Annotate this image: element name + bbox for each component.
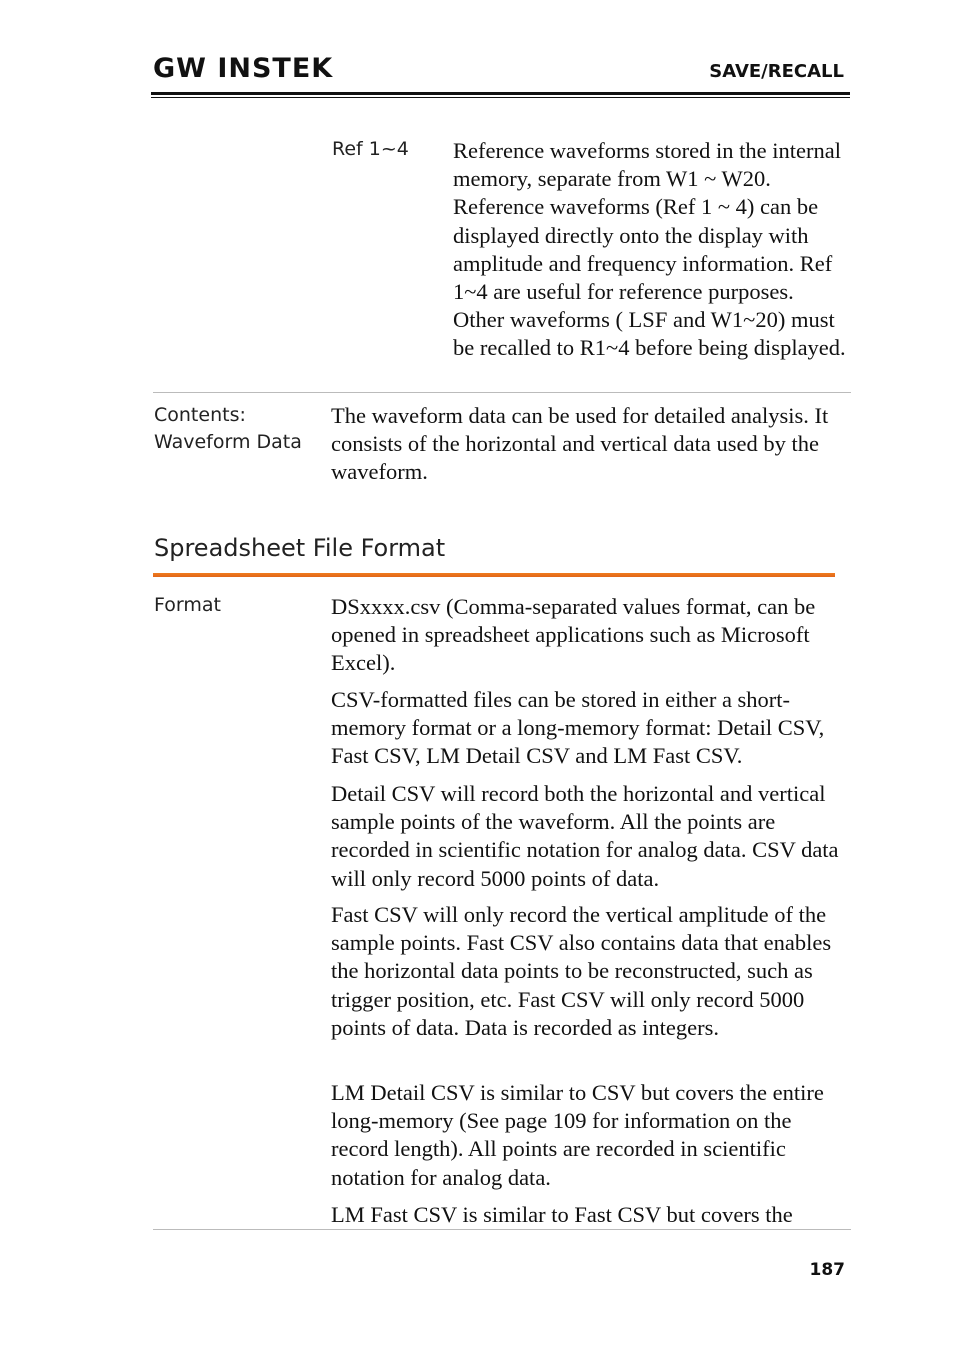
heading-underline	[153, 573, 835, 577]
header-rule	[151, 92, 850, 95]
ref-description: Reference waveforms stored in the internal memory, separate from W1 ~ W20. Reference waveforms (Ref 1 ~ 4) can be displayed directly onto the display with amplitude and frequency information. Ref 1~4 are useful for reference purposes. Other waveforms ( LSF and W1~20) must be recalled to R1~4 before being displayed.	[453, 138, 846, 361]
format-paragraph: CSV-formatted files can be stored in either a short-memory format or a long-memory format: Detail CSV, Fast CSV, LM Detail CSV and LM Fast CSV.	[331, 687, 825, 769]
contents-label: Contents:	[154, 404, 246, 426]
format-paragraph: Fast CSV will only record the vertical amplitude of the sample points. Fast CSV also contains data that enables the horizontal data points to be reconstructed, such as trigger position, etc. Fast CSV will only record 5000 points of data. Data is recorded as integers.	[331, 902, 832, 1040]
row-divider	[153, 392, 851, 393]
page-number: 187	[809, 1260, 845, 1280]
spreadsheet-heading: Spreadsheet File Format	[154, 534, 446, 562]
format-paragraph: Detail CSV will record both the horizontal and vertical sample points of the waveform. All the points are recorded in scientific notation for analog data. CSV data will only record 5000 points of data.	[331, 781, 839, 891]
format-paragraph: LM Fast CSV is similar to Fast CSV but covers the	[331, 1202, 793, 1227]
brand-logo: GW INSTEK	[153, 53, 334, 84]
ref-label: Ref 1~4	[332, 138, 409, 160]
format-label: Format	[154, 594, 221, 616]
contents-label-sub: Waveform Data	[154, 431, 302, 453]
contents-description: The waveform data can be used for detailed analysis. It consists of the horizontal and vertical data used by the waveform.	[331, 403, 829, 485]
header-rule-thin	[151, 97, 850, 98]
table-bottom-rule	[153, 1229, 851, 1230]
format-paragraph: LM Detail CSV is similar to CSV but covers the entire long-memory (See page 109 for information on the record length). All points are recorded in scientific notation for analog data.	[331, 1080, 824, 1190]
section-title: SAVE/RECALL	[709, 61, 844, 82]
format-paragraph: DSxxxx.csv (Comma-separated values format, can be opened in spreadsheet applications such as Microsoft Excel).	[331, 594, 816, 676]
